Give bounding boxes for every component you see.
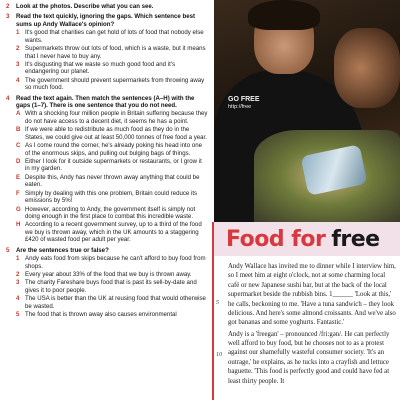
option-text: Every year about 33% of the food that we buy is thrown away.	[25, 270, 192, 278]
option	[16, 45, 208, 60]
option-text: It's disgusting that we waste so much good food and it's endangering our planet.	[25, 60, 176, 76]
line-number-5: 5	[216, 300, 219, 306]
photo-woman	[334, 28, 400, 108]
option-label: 3	[16, 60, 20, 68]
article-paragraph: Andy Wallace has invited me to dinner while I interview him, so I meet him at eight o'clock, not at some charming local café or new Japanese sushi bar, but at the back of the local supermarket beside the rubbish bins. 1______ 'Look at this,' he calls, beckoning to me. 'Have a tuna sandwich – they look delicious. And here's some almond croissants. And we've also got bananas and some yoghurts. Fantastic.'	[228, 263, 396, 327]
option-label: H	[16, 221, 21, 229]
article-photo	[214, 0, 400, 222]
option-label: F	[16, 189, 20, 197]
option	[16, 158, 208, 173]
photo-man-hair	[248, 0, 320, 30]
option	[16, 110, 208, 125]
option-text: According to a recent government survey, up to a third of the food we buy is thrown away, which in the UK amounts to a staggering £420 of wasted food per adult per year.	[25, 221, 202, 244]
option-label: E	[16, 173, 21, 181]
option-text: Supermarkets throw out lots of food, which is a waste, but it means that I never have to buy any.	[25, 45, 206, 60]
shirt-text-line1: GO FREE	[228, 96, 260, 103]
option-label: C	[16, 142, 21, 150]
option-text: If we were able to redistribute as much food as they do in the States, we could give out at least 50,000 tonnes of free food a year.	[25, 126, 207, 141]
option	[16, 295, 208, 310]
option-label: 2	[16, 270, 20, 278]
option-label: 4	[16, 76, 20, 84]
option-label: D	[16, 158, 21, 166]
option-text: Despite this, Andy has never thrown away anything that could be eaten.	[25, 173, 200, 189]
question-number: 3	[6, 13, 10, 21]
option-label: B	[16, 126, 21, 134]
option	[16, 29, 208, 44]
question-3	[6, 13, 208, 91]
photo-shirt-text	[228, 96, 260, 111]
option	[16, 126, 208, 141]
option-text: The government should prevent supermarkets from throwing away so much food.	[25, 76, 205, 92]
option-text: The charity Fareshare buys food that is past its sell-by-date and gives it to poor people.	[25, 279, 197, 294]
option-label: 3	[16, 279, 20, 287]
question-prompt: Look at the photos. Describe what you can see.	[16, 3, 154, 10]
article-paragraph: Andy is a 'freegan' – pronounced /fri:gən/. He can perfectly well afford to buy food, but he chooses not to as a protest against our shamefully wasteful consumer society. 'It's an outrage,' he explains, as he tucks into a crayfish and lettuce baguette. 'This food is perfectly good and could have fed at least thirty people. It	[228, 330, 390, 385]
option-text: Simply by dealing with this one problem, Britain could reduce its emissions by 5%!	[25, 189, 198, 205]
question-prompt: Are the sentences true or false?	[16, 246, 109, 254]
title-word-free: free	[331, 226, 380, 252]
option-label: 4	[16, 295, 20, 303]
title-word-food: Food for	[226, 226, 326, 252]
option	[16, 190, 208, 205]
line-number-10: 10	[216, 352, 222, 358]
question-number: 2	[6, 3, 10, 10]
option	[16, 311, 208, 318]
question-2	[6, 3, 208, 10]
question-number: 5	[6, 246, 10, 254]
option	[16, 61, 208, 76]
question-5	[6, 247, 208, 319]
question-4	[6, 95, 208, 244]
option	[16, 221, 208, 243]
option-label: A	[16, 110, 21, 118]
option	[16, 279, 208, 294]
option	[16, 77, 208, 92]
option	[16, 142, 208, 157]
option-text: Andy eats food from skips because he can't afford to buy food from shops.	[25, 255, 206, 270]
option-text: It's good that charities can get hold of lots of food that nobody else wants.	[25, 29, 204, 44]
shirt-text-line2: http://free	[228, 104, 252, 111]
option-text: The USA is better than the UK at reusing food that would otherwise be wasted.	[25, 295, 206, 310]
option	[16, 255, 208, 270]
option	[16, 271, 208, 278]
question-number: 4	[6, 94, 10, 102]
option-text: As I come round the corner, he's already poking his head into one of the enormous skips, and pulling out bulging bags of things.	[25, 142, 202, 157]
option-text: With a shocking four million people in Britain suffering because they do not have access to a decent diet, it seems he has a point.	[25, 110, 208, 125]
option-label: 1	[16, 29, 20, 37]
option-label: 1	[16, 255, 20, 263]
option-text: Either I look for it outside supermarkets or restaurants, or I grow it in my garden.	[25, 158, 202, 173]
question-prompt: Read the text quickly, ignoring the gaps. Which sentence best sums up Andy Wallace's opinion?	[16, 13, 196, 28]
question-prompt: Read the text again. Then match the sentences (A–H) with the gaps (1–7). There is one sentence that you do not need.	[16, 94, 195, 110]
option-label: G	[16, 205, 21, 213]
option-label: 2	[16, 45, 20, 53]
article-title	[214, 222, 400, 256]
option-text: However, according to Andy, the government itself is simply not doing enough in the first place to combat this incredible waste.	[25, 205, 196, 220]
option	[16, 174, 208, 189]
article-body	[228, 262, 398, 400]
option-text: The food that is thrown away also causes environmental	[25, 311, 177, 319]
option-label: 5	[16, 311, 20, 319]
option	[16, 206, 208, 221]
